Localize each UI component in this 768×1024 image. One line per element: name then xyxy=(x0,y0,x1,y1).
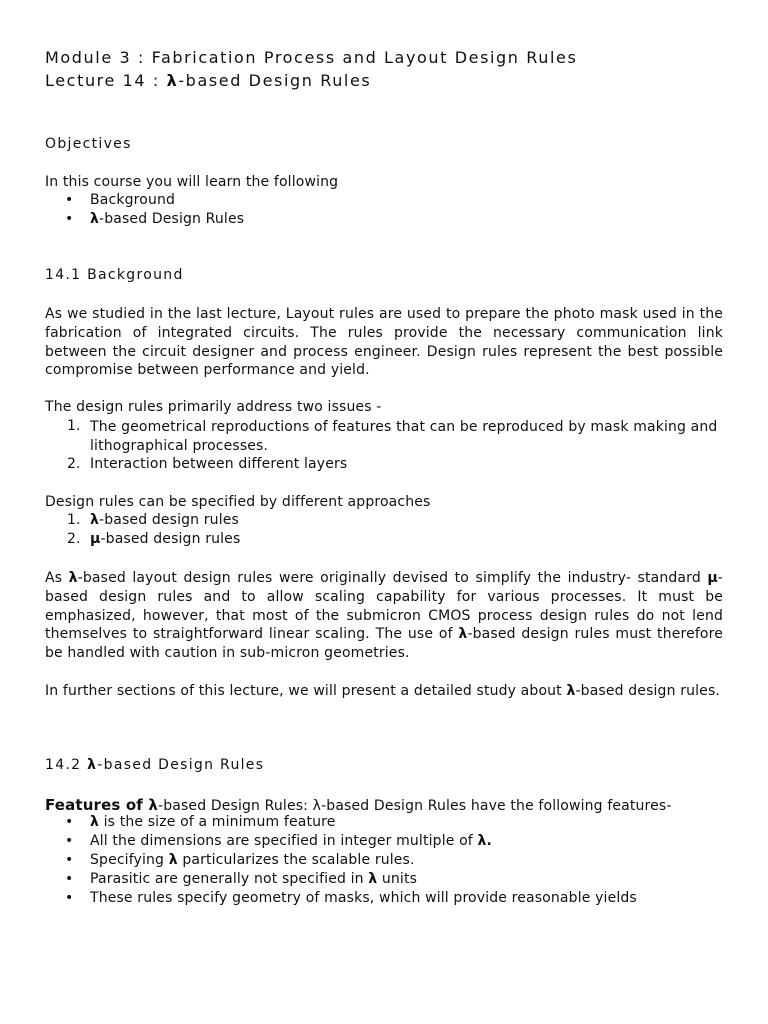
features-intro: Features of λ-based Design Rules: λ-based Design Rules have the following features- xyxy=(45,796,672,814)
bullet-icon: • xyxy=(65,833,74,849)
objectives-intro: In this course you will learn the following xyxy=(45,174,339,190)
lecture-title: Lecture 14 : λ-based Design Rules xyxy=(45,71,372,90)
paragraph: As we studied in the last lecture, Layout rules are used to prepare the photo mask used in the fabrication of integrated circuits. The rules provide the necessary communication link between the circuit designer and process engineer. Design rules represent the best possible compromise between performance and yield. xyxy=(45,306,723,379)
bullet-icon: • xyxy=(65,211,74,227)
bullet-icon: • xyxy=(65,814,74,830)
paragraph: In further sections of this lecture, we will present a detailed study about λ-based design rules. xyxy=(45,683,720,699)
lambda-symbol: λ xyxy=(166,71,179,90)
paragraph: Design rules can be specified by different approaches xyxy=(45,494,431,510)
bullet-icon: • xyxy=(65,871,74,887)
paragraph: The design rules primarily address two issues - xyxy=(45,399,382,415)
section-heading-background: 14.1 Background xyxy=(45,267,184,283)
module-title: Module 3 : Fabrication Process and Layout Design Rules xyxy=(45,48,578,67)
bullet-icon: • xyxy=(65,890,74,906)
section-heading-lambda-rules: 14.2 λ-based Design Rules xyxy=(45,757,265,773)
bullet-icon: • xyxy=(65,852,74,868)
objectives-heading: Objectives xyxy=(45,136,132,152)
bullet-icon: • xyxy=(65,192,74,208)
paragraph: As λ-based layout design rules were originally devised to simplify the industry- standard μ-based design rules and to allow scaling capability for various processes. It must be emphasized, however, that most of the submicron CMOS process design rules do not lend themselves to straightforward linear scaling. The use of λ-based design rules must therefore be handled with caution in sub-micron geometries. xyxy=(45,570,724,662)
list-item: 1. The geometrical reproductions of features that can be reproduced by mask making and lithographical processes. xyxy=(67,418,718,454)
